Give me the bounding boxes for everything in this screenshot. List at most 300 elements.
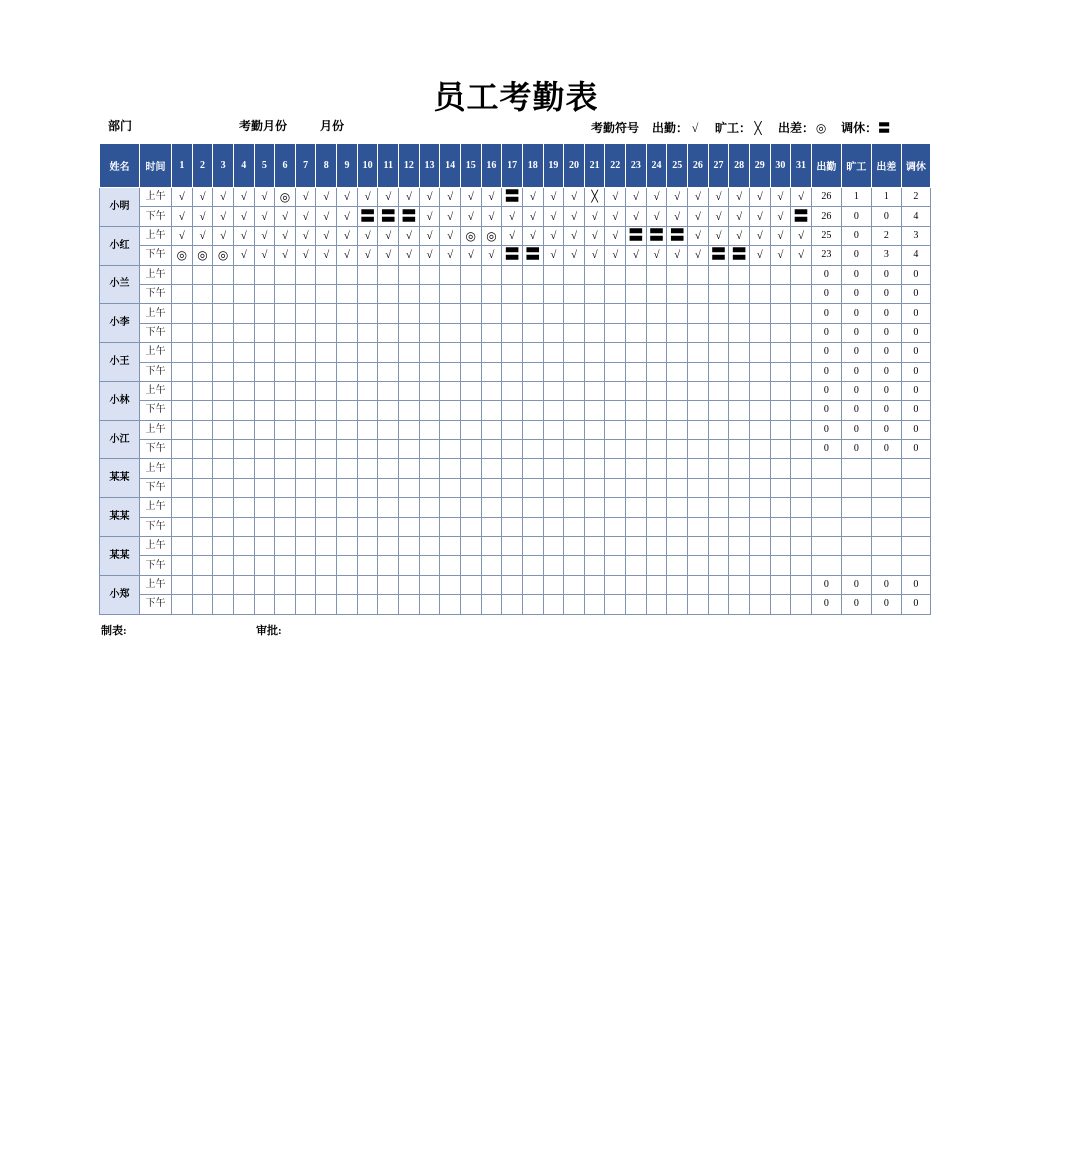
attendance-cell[interactable] [172,343,193,362]
attendance-cell[interactable]: 〓 [399,207,420,226]
attendance-cell[interactable] [481,323,502,342]
attendance-cell[interactable] [770,362,791,381]
attendance-cell[interactable] [440,595,461,614]
attendance-cell[interactable]: √ [378,188,399,207]
attendance-cell[interactable] [481,304,502,323]
attendance-cell[interactable] [502,440,523,459]
attendance-cell[interactable] [688,284,709,303]
attendance-cell[interactable]: √ [378,246,399,265]
attendance-cell[interactable] [605,537,626,556]
attendance-cell[interactable] [419,343,440,362]
attendance-cell[interactable] [708,478,729,497]
attendance-cell[interactable] [172,459,193,478]
attendance-cell[interactable]: √ [316,226,337,245]
attendance-cell[interactable] [791,537,812,556]
attendance-cell[interactable] [646,537,667,556]
attendance-cell[interactable] [275,323,296,342]
attendance-cell[interactable] [791,323,812,342]
attendance-cell[interactable] [708,304,729,323]
attendance-cell[interactable] [172,440,193,459]
attendance-cell[interactable] [564,343,585,362]
attendance-cell[interactable] [646,265,667,284]
attendance-cell[interactable]: √ [399,226,420,245]
attendance-cell[interactable]: √ [419,207,440,226]
attendance-cell[interactable] [378,420,399,439]
attendance-cell[interactable] [564,265,585,284]
attendance-cell[interactable]: √ [667,246,688,265]
attendance-cell[interactable] [337,575,358,594]
attendance-cell[interactable] [770,265,791,284]
attendance-cell[interactable] [729,595,750,614]
attendance-cell[interactable] [357,517,378,536]
attendance-cell[interactable] [688,420,709,439]
attendance-cell[interactable] [172,478,193,497]
attendance-cell[interactable] [564,595,585,614]
attendance-cell[interactable] [543,362,564,381]
attendance-cell[interactable] [419,304,440,323]
attendance-cell[interactable] [378,323,399,342]
attendance-cell[interactable] [275,265,296,284]
attendance-cell[interactable] [440,284,461,303]
attendance-cell[interactable] [295,304,316,323]
attendance-cell[interactable] [584,498,605,517]
attendance-cell[interactable] [522,304,543,323]
attendance-cell[interactable] [172,323,193,342]
attendance-cell[interactable] [172,265,193,284]
attendance-cell[interactable]: √ [626,188,647,207]
attendance-cell[interactable] [605,517,626,536]
attendance-cell[interactable]: √ [460,188,481,207]
attendance-cell[interactable]: √ [337,246,358,265]
attendance-cell[interactable] [192,595,213,614]
attendance-cell[interactable] [749,420,770,439]
attendance-cell[interactable] [688,440,709,459]
attendance-cell[interactable] [295,401,316,420]
attendance-cell[interactable] [399,575,420,594]
attendance-cell[interactable]: √ [667,207,688,226]
attendance-cell[interactable] [502,304,523,323]
attendance-cell[interactable] [626,517,647,536]
attendance-cell[interactable] [295,478,316,497]
attendance-cell[interactable] [399,265,420,284]
attendance-cell[interactable] [378,381,399,400]
attendance-cell[interactable]: √ [192,226,213,245]
attendance-cell[interactable] [419,401,440,420]
attendance-cell[interactable] [213,595,234,614]
attendance-cell[interactable] [213,420,234,439]
attendance-cell[interactable] [667,381,688,400]
attendance-cell[interactable] [172,556,193,575]
attendance-cell[interactable] [295,575,316,594]
attendance-cell[interactable] [770,304,791,323]
attendance-cell[interactable]: ◎ [172,246,193,265]
attendance-cell[interactable] [316,498,337,517]
attendance-cell[interactable] [254,498,275,517]
attendance-cell[interactable]: √ [337,226,358,245]
attendance-cell[interactable] [440,304,461,323]
attendance-cell[interactable] [564,420,585,439]
attendance-cell[interactable] [502,575,523,594]
attendance-cell[interactable] [295,420,316,439]
attendance-cell[interactable] [502,343,523,362]
attendance-cell[interactable]: √ [275,246,296,265]
attendance-cell[interactable] [543,556,564,575]
attendance-cell[interactable] [584,401,605,420]
attendance-cell[interactable]: √ [564,246,585,265]
attendance-cell[interactable] [749,362,770,381]
attendance-cell[interactable]: ◎ [460,226,481,245]
attendance-cell[interactable] [770,556,791,575]
attendance-cell[interactable] [192,265,213,284]
attendance-cell[interactable] [543,478,564,497]
attendance-cell[interactable] [481,556,502,575]
attendance-cell[interactable] [295,537,316,556]
attendance-cell[interactable] [502,517,523,536]
attendance-cell[interactable] [584,517,605,536]
attendance-cell[interactable] [749,575,770,594]
attendance-cell[interactable] [667,440,688,459]
attendance-cell[interactable] [688,517,709,536]
attendance-cell[interactable] [770,323,791,342]
attendance-cell[interactable] [460,459,481,478]
attendance-cell[interactable] [522,362,543,381]
attendance-cell[interactable] [213,517,234,536]
attendance-cell[interactable] [708,381,729,400]
attendance-cell[interactable] [749,343,770,362]
attendance-cell[interactable] [233,595,254,614]
attendance-cell[interactable] [316,478,337,497]
attendance-cell[interactable] [605,556,626,575]
attendance-cell[interactable]: 〓 [502,188,523,207]
attendance-cell[interactable]: √ [399,246,420,265]
attendance-cell[interactable] [213,498,234,517]
attendance-cell[interactable] [729,498,750,517]
attendance-cell[interactable] [502,537,523,556]
attendance-cell[interactable] [626,284,647,303]
attendance-cell[interactable] [770,343,791,362]
attendance-cell[interactable] [605,284,626,303]
attendance-cell[interactable] [729,265,750,284]
attendance-cell[interactable] [192,575,213,594]
attendance-cell[interactable] [399,556,420,575]
attendance-cell[interactable] [770,575,791,594]
attendance-cell[interactable] [316,517,337,536]
attendance-cell[interactable]: √ [233,188,254,207]
attendance-cell[interactable] [254,401,275,420]
attendance-cell[interactable] [481,362,502,381]
attendance-cell[interactable] [440,440,461,459]
attendance-cell[interactable] [708,401,729,420]
attendance-cell[interactable]: √ [646,246,667,265]
attendance-cell[interactable] [172,362,193,381]
attendance-cell[interactable] [749,537,770,556]
attendance-cell[interactable] [275,498,296,517]
attendance-cell[interactable] [419,459,440,478]
attendance-cell[interactable] [791,556,812,575]
attendance-cell[interactable]: √ [233,226,254,245]
attendance-cell[interactable] [399,323,420,342]
attendance-cell[interactable] [233,575,254,594]
attendance-cell[interactable]: 〓 [502,246,523,265]
attendance-cell[interactable] [646,498,667,517]
attendance-cell[interactable] [233,304,254,323]
attendance-cell[interactable]: √ [357,226,378,245]
attendance-cell[interactable] [172,537,193,556]
attendance-cell[interactable] [481,537,502,556]
attendance-cell[interactable] [667,459,688,478]
attendance-cell[interactable] [626,440,647,459]
attendance-cell[interactable] [275,343,296,362]
attendance-cell[interactable] [192,362,213,381]
attendance-cell[interactable] [378,498,399,517]
attendance-cell[interactable] [667,304,688,323]
attendance-cell[interactable] [440,323,461,342]
attendance-cell[interactable]: √ [254,207,275,226]
attendance-cell[interactable] [419,381,440,400]
attendance-cell[interactable]: 〓 [791,207,812,226]
attendance-cell[interactable] [337,323,358,342]
attendance-cell[interactable]: √ [584,207,605,226]
attendance-cell[interactable]: √ [316,207,337,226]
attendance-cell[interactable] [646,343,667,362]
attendance-cell[interactable] [708,323,729,342]
attendance-cell[interactable] [481,440,502,459]
attendance-cell[interactable] [357,323,378,342]
attendance-cell[interactable] [440,478,461,497]
attendance-cell[interactable] [791,478,812,497]
attendance-cell[interactable] [584,459,605,478]
attendance-cell[interactable] [337,420,358,439]
attendance-cell[interactable] [192,420,213,439]
attendance-cell[interactable] [626,265,647,284]
attendance-cell[interactable] [399,401,420,420]
attendance-cell[interactable] [605,362,626,381]
attendance-cell[interactable]: √ [646,188,667,207]
attendance-cell[interactable] [213,459,234,478]
attendance-cell[interactable] [646,401,667,420]
attendance-cell[interactable] [233,401,254,420]
attendance-cell[interactable]: √ [543,188,564,207]
attendance-cell[interactable] [460,498,481,517]
attendance-cell[interactable] [749,556,770,575]
attendance-cell[interactable] [172,498,193,517]
attendance-cell[interactable] [626,362,647,381]
attendance-cell[interactable] [605,381,626,400]
attendance-cell[interactable] [646,362,667,381]
attendance-cell[interactable] [502,556,523,575]
attendance-cell[interactable] [667,537,688,556]
attendance-cell[interactable] [378,401,399,420]
attendance-cell[interactable] [275,459,296,478]
attendance-cell[interactable] [564,556,585,575]
attendance-cell[interactable] [626,401,647,420]
attendance-cell[interactable] [440,343,461,362]
attendance-cell[interactable] [605,575,626,594]
attendance-cell[interactable] [399,362,420,381]
attendance-cell[interactable] [440,556,461,575]
attendance-cell[interactable] [646,304,667,323]
attendance-cell[interactable] [233,323,254,342]
attendance-cell[interactable] [481,381,502,400]
attendance-cell[interactable] [708,440,729,459]
attendance-cell[interactable] [460,440,481,459]
attendance-cell[interactable] [729,556,750,575]
attendance-cell[interactable] [192,498,213,517]
attendance-cell[interactable] [419,517,440,536]
attendance-cell[interactable] [791,401,812,420]
attendance-cell[interactable]: √ [481,188,502,207]
attendance-cell[interactable] [337,556,358,575]
attendance-cell[interactable] [646,440,667,459]
attendance-cell[interactable] [419,323,440,342]
attendance-cell[interactable] [192,343,213,362]
attendance-cell[interactable]: √ [791,188,812,207]
attendance-cell[interactable] [729,401,750,420]
attendance-cell[interactable]: √ [791,226,812,245]
attendance-cell[interactable] [688,575,709,594]
attendance-cell[interactable] [522,575,543,594]
attendance-cell[interactable]: √ [275,207,296,226]
attendance-cell[interactable] [192,459,213,478]
attendance-cell[interactable] [543,304,564,323]
attendance-cell[interactable]: √ [708,226,729,245]
attendance-cell[interactable] [502,478,523,497]
attendance-cell[interactable] [729,284,750,303]
attendance-cell[interactable] [399,284,420,303]
attendance-cell[interactable] [460,284,481,303]
attendance-cell[interactable] [378,575,399,594]
attendance-cell[interactable] [584,362,605,381]
attendance-cell[interactable] [564,304,585,323]
attendance-cell[interactable] [543,420,564,439]
attendance-cell[interactable] [791,440,812,459]
attendance-cell[interactable] [440,498,461,517]
attendance-cell[interactable]: √ [522,207,543,226]
attendance-cell[interactable] [295,595,316,614]
attendance-cell[interactable] [605,265,626,284]
attendance-cell[interactable] [275,420,296,439]
attendance-cell[interactable] [708,537,729,556]
attendance-cell[interactable]: √ [749,246,770,265]
attendance-cell[interactable] [729,420,750,439]
attendance-cell[interactable] [337,265,358,284]
attendance-cell[interactable] [626,420,647,439]
attendance-cell[interactable] [399,537,420,556]
attendance-cell[interactable] [584,265,605,284]
attendance-cell[interactable] [791,284,812,303]
attendance-cell[interactable] [295,517,316,536]
attendance-cell[interactable] [316,420,337,439]
attendance-cell[interactable] [564,459,585,478]
attendance-cell[interactable]: √ [419,188,440,207]
attendance-cell[interactable] [357,440,378,459]
attendance-cell[interactable]: √ [295,246,316,265]
attendance-cell[interactable] [646,517,667,536]
attendance-cell[interactable] [688,401,709,420]
attendance-cell[interactable] [646,575,667,594]
attendance-cell[interactable] [357,498,378,517]
attendance-cell[interactable] [233,440,254,459]
attendance-cell[interactable] [460,595,481,614]
attendance-cell[interactable] [460,362,481,381]
attendance-cell[interactable] [275,381,296,400]
attendance-cell[interactable]: √ [460,246,481,265]
attendance-cell[interactable] [460,537,481,556]
attendance-cell[interactable] [667,343,688,362]
attendance-cell[interactable] [522,595,543,614]
attendance-cell[interactable] [584,595,605,614]
attendance-cell[interactable] [316,381,337,400]
attendance-cell[interactable] [791,343,812,362]
attendance-cell[interactable] [172,304,193,323]
attendance-cell[interactable] [543,381,564,400]
attendance-cell[interactable] [708,498,729,517]
attendance-cell[interactable]: √ [522,226,543,245]
attendance-cell[interactable] [605,420,626,439]
attendance-cell[interactable] [378,440,399,459]
attendance-cell[interactable] [275,575,296,594]
attendance-cell[interactable] [770,478,791,497]
attendance-cell[interactable]: √ [605,226,626,245]
attendance-cell[interactable] [337,304,358,323]
attendance-cell[interactable] [295,265,316,284]
attendance-cell[interactable] [667,284,688,303]
attendance-cell[interactable]: √ [749,188,770,207]
attendance-cell[interactable]: √ [543,226,564,245]
attendance-cell[interactable] [791,517,812,536]
attendance-cell[interactable] [419,362,440,381]
attendance-cell[interactable] [564,478,585,497]
attendance-cell[interactable] [460,304,481,323]
attendance-cell[interactable]: √ [688,207,709,226]
attendance-cell[interactable] [791,304,812,323]
attendance-cell[interactable] [357,304,378,323]
attendance-cell[interactable]: √ [605,207,626,226]
attendance-cell[interactable] [708,343,729,362]
attendance-cell[interactable] [172,401,193,420]
attendance-cell[interactable] [337,284,358,303]
attendance-cell[interactable] [357,362,378,381]
attendance-cell[interactable] [522,323,543,342]
attendance-cell[interactable]: √ [770,246,791,265]
attendance-cell[interactable] [316,304,337,323]
attendance-cell[interactable]: √ [399,188,420,207]
attendance-cell[interactable]: ◎ [213,246,234,265]
attendance-cell[interactable] [584,381,605,400]
attendance-cell[interactable] [213,440,234,459]
attendance-cell[interactable]: √ [770,188,791,207]
attendance-cell[interactable] [213,537,234,556]
attendance-cell[interactable] [770,381,791,400]
attendance-cell[interactable] [192,537,213,556]
attendance-cell[interactable] [729,459,750,478]
attendance-cell[interactable] [378,304,399,323]
attendance-cell[interactable] [708,459,729,478]
attendance-cell[interactable] [316,595,337,614]
attendance-cell[interactable] [213,304,234,323]
attendance-cell[interactable]: √ [460,207,481,226]
attendance-cell[interactable] [543,498,564,517]
attendance-cell[interactable] [688,304,709,323]
attendance-cell[interactable] [646,459,667,478]
attendance-cell[interactable]: √ [440,188,461,207]
attendance-cell[interactable] [749,401,770,420]
attendance-cell[interactable] [502,284,523,303]
attendance-cell[interactable] [337,362,358,381]
attendance-cell[interactable] [419,284,440,303]
attendance-cell[interactable] [275,537,296,556]
attendance-cell[interactable] [378,362,399,381]
